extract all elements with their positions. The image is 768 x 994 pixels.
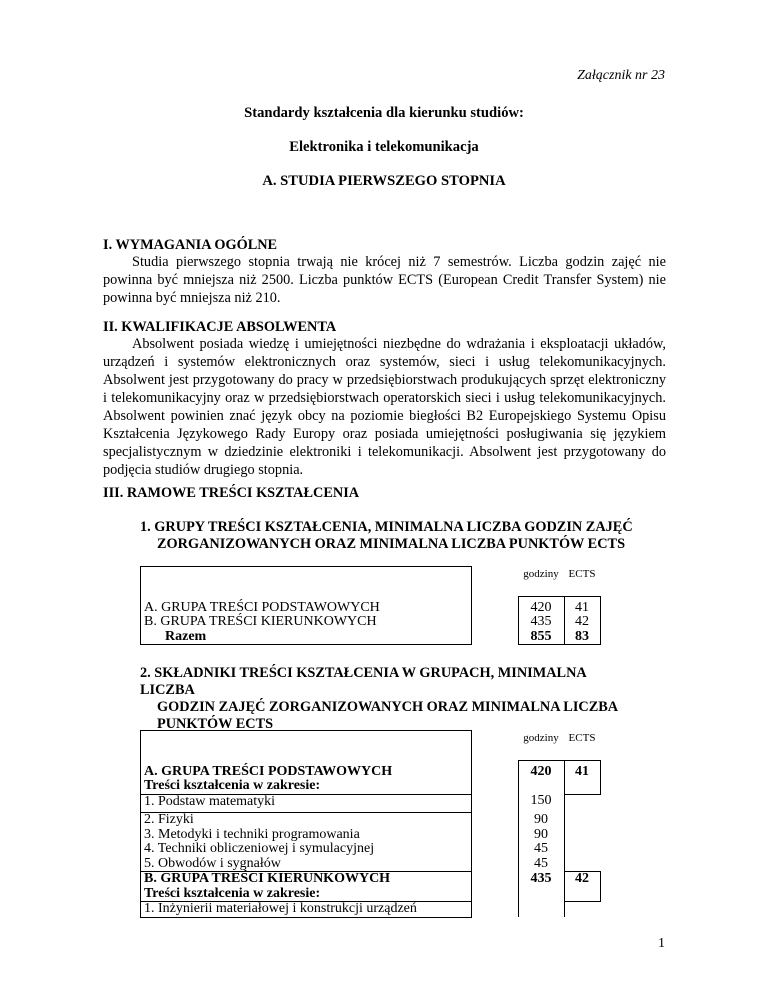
table-row-hours <box>518 902 564 918</box>
group-b-label: B. GRUPA TREŚCI KIERUNKOWYCH <box>141 872 472 887</box>
section-text-2: Absolwent posiada wiedzę i umiejętności niezbędne do wdrażania i eksploatacji układów, urządzeń i systemów elektronicznych oraz systemów, sieci i usług telekomunikacyjnych. Absolwent jest przygotowany do pracy w przedsiębiorstwach produkujących sprzęt elektroniczny i telekomunikacyjny oraz w przedsiębiorstwach operatorskich sieci i usług telekomunikacyjnych. Absolwent powinien znać język obcy na poziomie biegłości B2 Europejskiego Systemu Opisu Kształcenia Językowego Rady Europy oraz posiada umiejętności posługiwania się językiem specjalistycznym w dziedzinie elektroniki i telekomunikacji. Absolwent jest przygotowany do podjęcia studiów drugiego stopnia. <box>103 336 666 478</box>
table-row-label: 3. Metodyki i techniki programowania <box>141 828 472 843</box>
study-level: A. STUDIA PIERWSZEGO STOPNIA <box>262 173 506 189</box>
table-row-label: B. GRUPA TREŚCI KIERUNKOWYCH <box>141 615 472 630</box>
field-of-study: Elektronika i telekomunikacja <box>289 139 479 155</box>
table-row-ects: 41 <box>564 601 600 616</box>
table-row-label: 5. Obwodów i sygnałów <box>141 857 472 872</box>
table-total-hours: 855 <box>518 630 564 645</box>
table-total-ects: 83 <box>564 630 600 645</box>
section-heading-3: III. RAMOWE TREŚCI KSZTAŁCENIA <box>103 485 360 501</box>
group-a-ects: 41 <box>564 765 600 780</box>
table-row-hours: 90 <box>518 828 564 843</box>
group-b-ects: 42 <box>564 872 600 887</box>
document-title: Standardy kształcenia dla kierunku studiów: <box>244 105 524 121</box>
groups-summary-table <box>140 566 601 645</box>
section-text-1: Studia pierwszego stopnia trwają nie krócej niż 7 semestrów. Liczba godzin zajęć nie powinna być mniejsza niż 2500. Liczba punktów ECTS (European Credit Transfer System) nie powinna być mniejsza niż 210. <box>103 254 666 306</box>
section-heading-2: II. KWALIFIKACJE ABSOLWENTA <box>103 319 337 335</box>
group-b-hours: 435 <box>518 872 564 887</box>
table-row-label: 2. Fizyki <box>141 813 472 828</box>
subsection-heading-1: 1. GRUPY TREŚCI KSZTAŁCENIA, MINIMALNA LICZBA GODZIN ZAJĘĆ ZORGANIZOWANYCH ORAZ MINIMALNA LICZBA PUNKTÓW ECTS <box>140 519 633 552</box>
table-total-label: Razem <box>141 630 472 645</box>
table-row-label: A. GRUPA TREŚCI PODSTAWOWYCH <box>141 601 472 616</box>
page-number: 1 <box>658 936 665 951</box>
col-hours-header: godziny <box>523 731 559 744</box>
group-a-scope: Treści kształcenia w zakresie: <box>141 779 472 794</box>
group-b-scope: Treści kształcenia w zakresie: <box>141 887 472 902</box>
table-row-hours: 45 <box>518 842 564 857</box>
table-row-ects: 42 <box>564 615 600 630</box>
group-components-table <box>140 730 601 918</box>
group-a-hours: 420 <box>518 765 564 780</box>
table-row-label: 4. Techniki obliczeniowej i symulacyjnej <box>141 842 472 857</box>
table-row-label: 1. Podstaw matematyki <box>141 794 472 813</box>
section-heading-1: I. WYMAGANIA OGÓLNE <box>103 237 278 253</box>
table-row-hours: 420 <box>518 601 564 616</box>
table-row-label: 1. Inżynierii materiałowej i konstrukcji urządzeń <box>141 902 472 918</box>
col-hours-header: godziny <box>523 567 559 580</box>
table-row-hours: 435 <box>518 615 564 630</box>
group-a-label: A. GRUPA TREŚCI PODSTAWOWYCH <box>141 765 472 780</box>
table-row-hours: 90 <box>518 813 564 828</box>
table-row-hours: 150 <box>518 794 564 813</box>
col-ects-header: ECTS <box>568 731 596 744</box>
subsection-heading-2: 2. SKŁADNIKI TREŚCI KSZTAŁCENIA W GRUPACH, MINIMALNA LICZBA GODZIN ZAJĘĆ ZORGANIZOWANYCH ORAZ MINIMALNA LICZBA PUNKTÓW ECTS <box>140 665 619 732</box>
table-row-hours: 45 <box>518 857 564 872</box>
annex-label: Załącznik nr 23 <box>577 68 665 83</box>
col-ects-header: ECTS <box>568 567 596 580</box>
